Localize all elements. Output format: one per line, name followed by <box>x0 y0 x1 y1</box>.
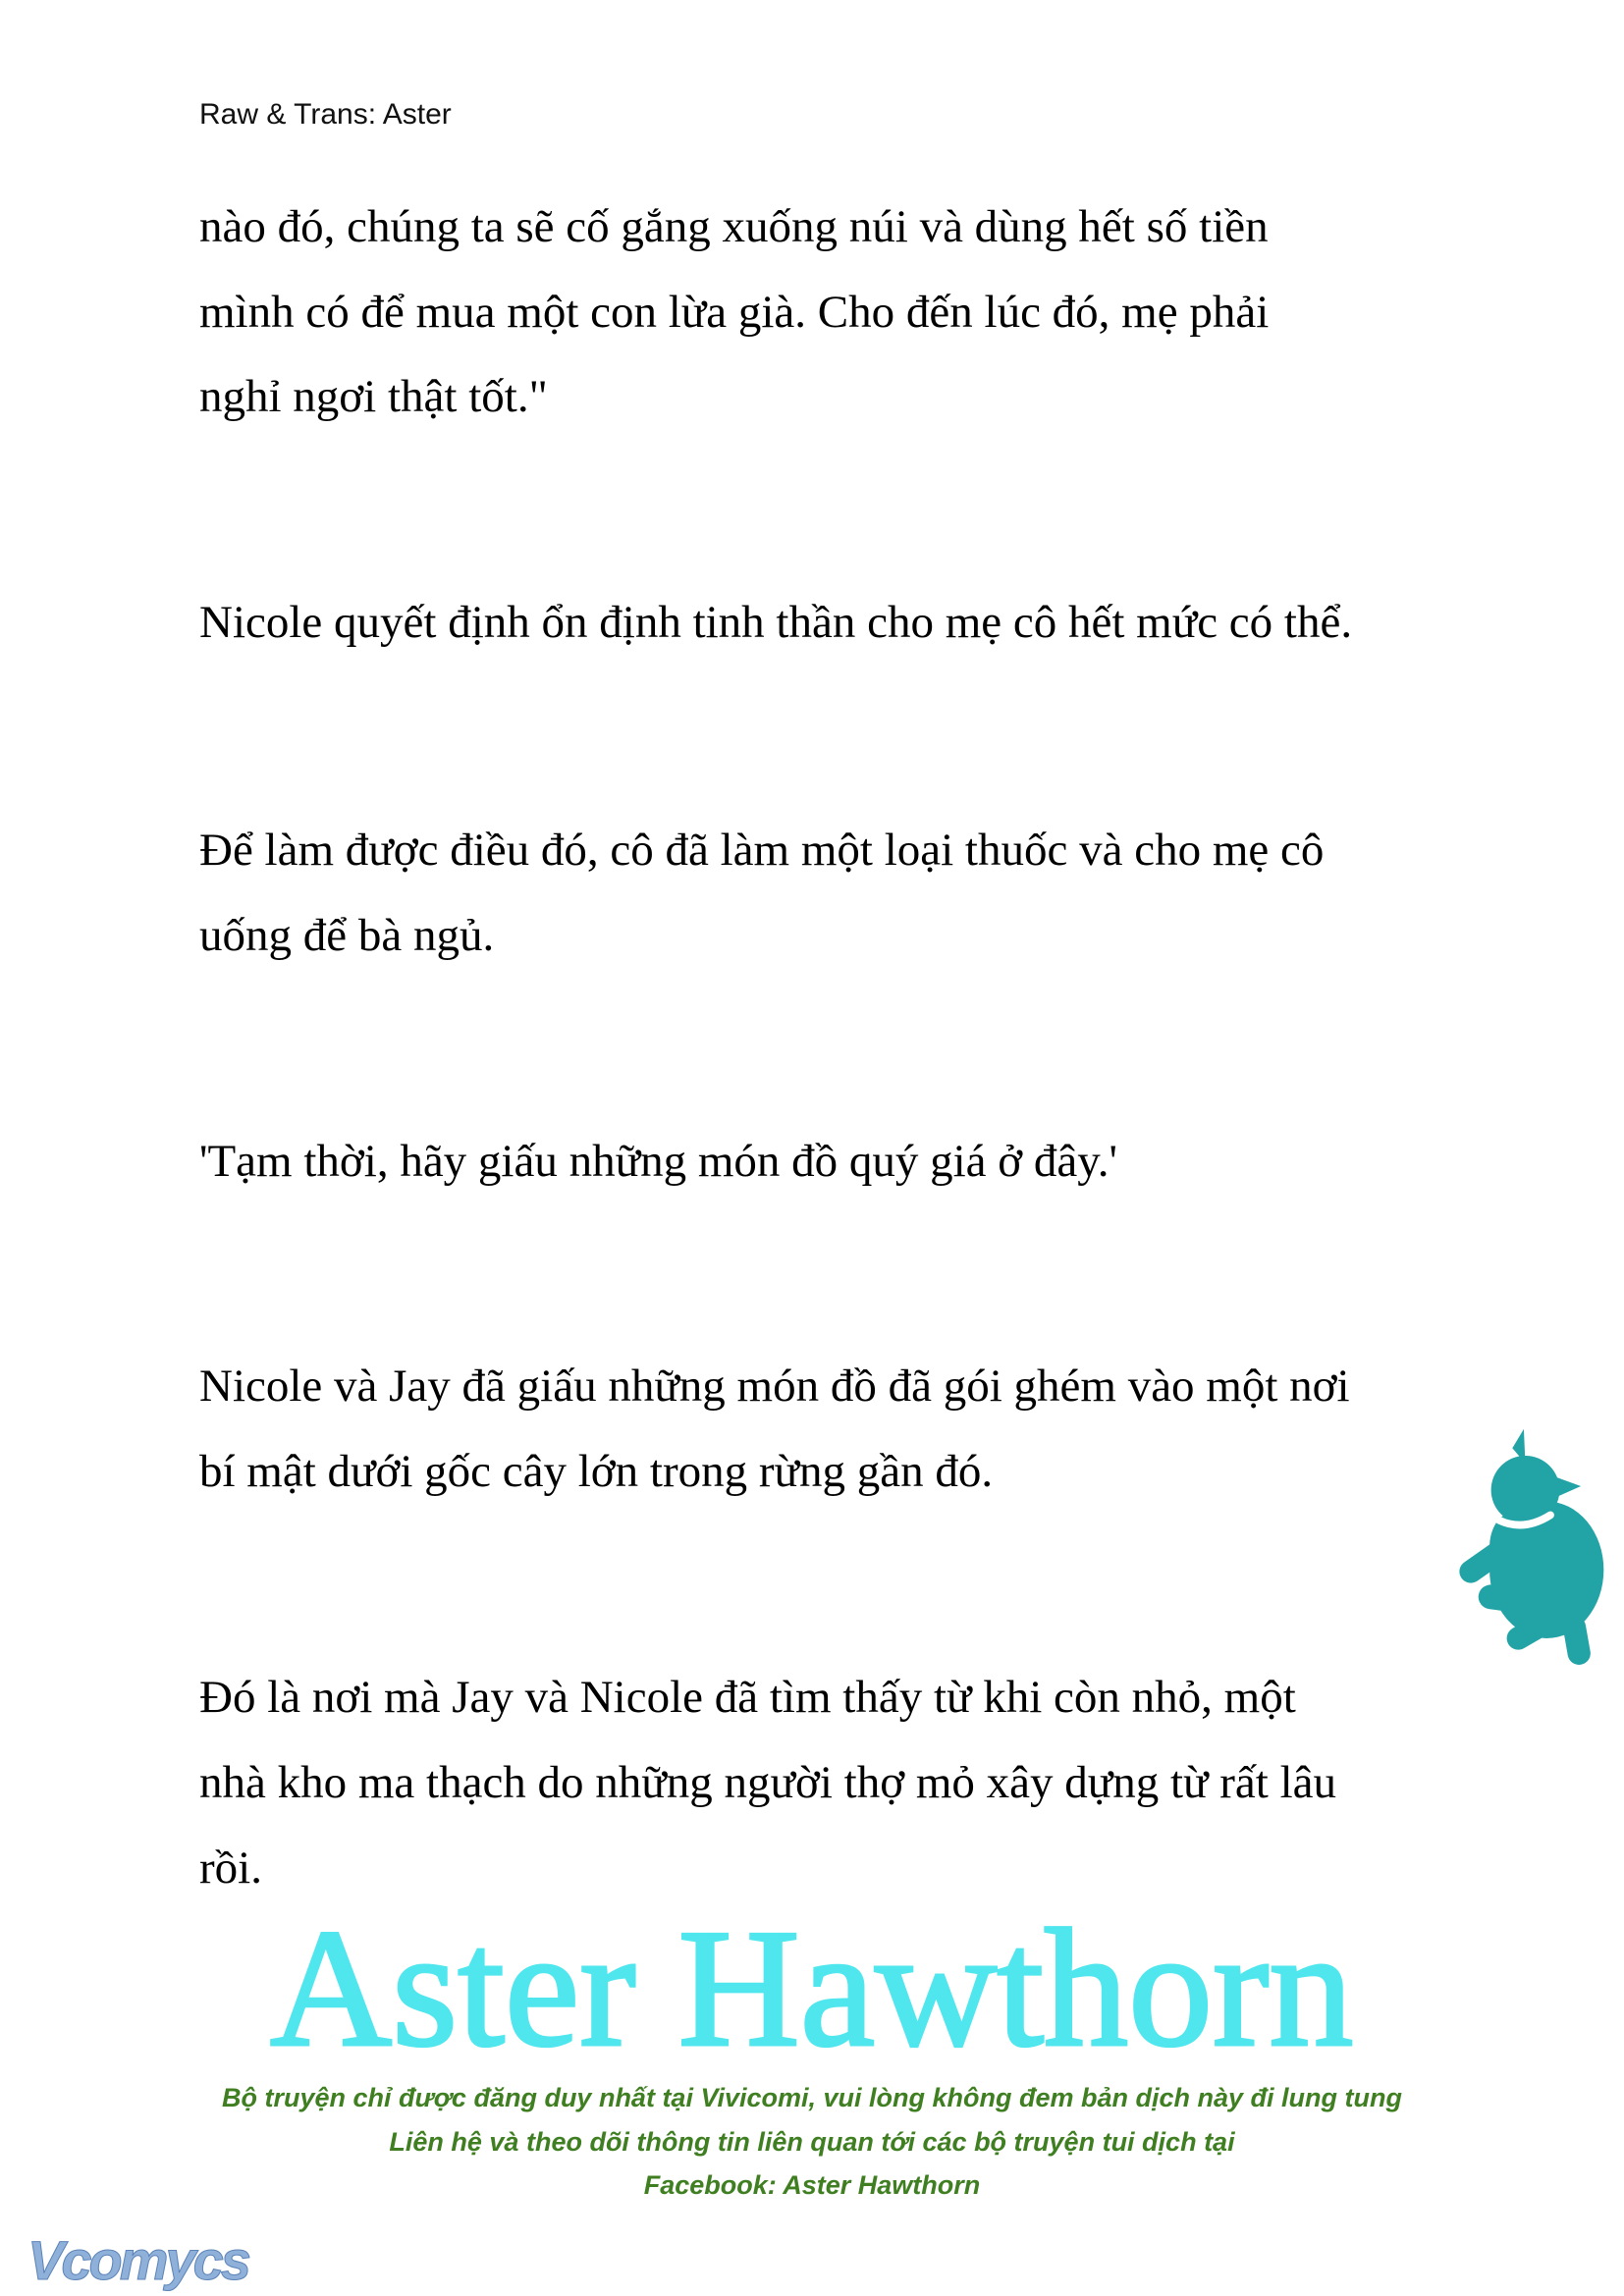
text-line: 'Tạm thời, hãy giấu những món đồ quý giá ở đây.' <box>199 1136 1117 1187</box>
vcomycs-logo: Vcomycs <box>27 2229 248 2291</box>
text-line: nào đó, chúng ta sẽ cố gắng xuống núi và dùng hết số tiền <box>199 201 1269 252</box>
text-line: Để làm được điều đó, cô đã làm một loại thuốc và cho mẹ cô <box>199 825 1325 876</box>
text-line: nhà kho ma thạch do những người thợ mỏ xây dựng từ rất lâu <box>199 1757 1336 1808</box>
text-line: Đó là nơi mà Jay và Nicole đã tìm thấy từ khi còn nhỏ, một <box>199 1672 1296 1723</box>
text-line: bí mật dưới gốc cây lớn trong rừng gần đó. <box>199 1446 994 1497</box>
text-line: uống để bà ngủ. <box>199 910 495 961</box>
text-line: Nicole và Jay đã giấu những món đồ đã gói ghém vào một nơi <box>199 1361 1350 1412</box>
text-line: Nicole quyết định ổn định tinh thần cho mẹ cô hết mức có thể. <box>199 597 1353 648</box>
text-line: mình có để mua một con lừa già. Cho đến lúc đó, mẹ phải <box>199 287 1270 338</box>
footer-notice: Bộ truyện chỉ được đăng duy nhất tại Vivicomi, vui lòng không đem bản dịch này đi lung tung <box>222 2083 1402 2112</box>
text-line: rồi. <box>199 1842 262 1894</box>
footer-facebook: Facebook: Aster Hawthorn <box>643 2170 981 2200</box>
watermark: Aster Hawthorn <box>270 1896 1354 2082</box>
cat-icon <box>1438 1425 1605 1669</box>
translator-credit: Raw & Trans: Aster <box>199 98 452 131</box>
text-line: nghỉ ngơi thật tốt." <box>199 371 548 422</box>
footer-contact: Liên hệ và theo dõi thông tin liên quan tới các bộ truyện tui dịch tại <box>389 2127 1235 2157</box>
